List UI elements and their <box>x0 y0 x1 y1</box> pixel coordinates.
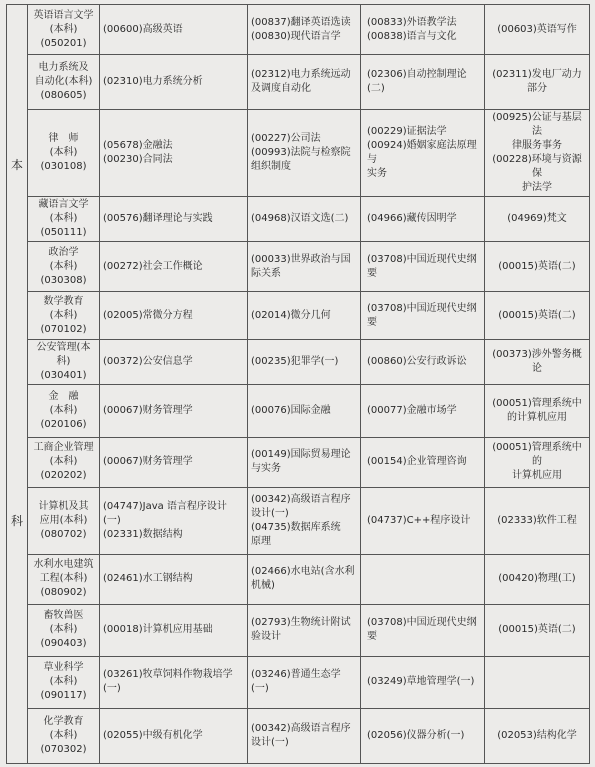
course-cell: (03246)普通生态学 (一) <box>248 656 361 708</box>
major-cell: 草业科学 (本科) (090117) <box>28 656 100 708</box>
course-table <box>6 4 590 764</box>
course-cell: (00229)证据法学 (00924)婚姻家庭法原理与 实务 <box>361 110 485 197</box>
table-row <box>7 487 590 554</box>
course-cell: (00051)管理系统中 的计算机应用 <box>485 385 590 437</box>
table-row <box>7 437 590 487</box>
side-label-top: 本 <box>10 158 23 172</box>
course-cell: (02306)自动控制理论(二) <box>361 55 485 110</box>
course-cell: (00015)英语(二) <box>485 604 590 656</box>
course-cell: (02014)微分几何 <box>248 292 361 340</box>
table-row <box>7 340 590 385</box>
major-cell: 政治学 (本科) (030308) <box>28 242 100 292</box>
course-cell: (00076)国际金融 <box>248 385 361 437</box>
course-cell: (04969)梵文 <box>485 197 590 242</box>
major-cell: 数学教育 (本科) (070102) <box>28 292 100 340</box>
table-row <box>7 554 590 604</box>
major-cell: 英语语言文学 (本科) (050201) <box>28 5 100 55</box>
table-row <box>7 242 590 292</box>
course-cell: (02310)电力系统分析 <box>100 55 248 110</box>
course-cell: (00342)高级语言程序 设计(一) <box>248 708 361 763</box>
major-cell: 水利水电建筑 工程(本科) (080902) <box>28 554 100 604</box>
course-cell: (02333)软件工程 <box>485 487 590 554</box>
course-cell: (04737)C++程序设计 <box>361 487 485 554</box>
course-cell: (00077)金融市场学 <box>361 385 485 437</box>
course-cell: (03708)中国近现代史纲要 <box>361 292 485 340</box>
course-cell: (00067)财务管理学 <box>100 385 248 437</box>
course-cell: (00149)国际贸易理论 与实务 <box>248 437 361 487</box>
course-cell: (00051)管理系统中的 计算机应用 <box>485 437 590 487</box>
course-cell: (02793)生物统计附试 验设计 <box>248 604 361 656</box>
table-row <box>7 656 590 708</box>
table-row <box>7 604 590 656</box>
course-cell: (00600)高级英语 <box>100 5 248 55</box>
course-cell: (00227)公司法 (00993)法院与检察院 组织制度 <box>248 110 361 197</box>
level-side-label <box>7 5 28 764</box>
course-cell: (04966)藏传因明学 <box>361 197 485 242</box>
table-row <box>7 110 590 197</box>
course-cell: (02005)常微分方程 <box>100 292 248 340</box>
course-cell: (00018)计算机应用基础 <box>100 604 248 656</box>
course-cell: (02311)发电厂动力 部分 <box>485 55 590 110</box>
course-cell: (03708)中国近现代史纲要 <box>361 242 485 292</box>
course-cell: (05678)金融法 (00230)合同法 <box>100 110 248 197</box>
course-cell: (00373)涉外警务概论 <box>485 340 590 385</box>
major-cell: 计算机及其 应用(本科) (080702) <box>28 487 100 554</box>
course-cell: (00576)翻译理论与实践 <box>100 197 248 242</box>
table-row <box>7 292 590 340</box>
course-cell: (00154)企业管理咨询 <box>361 437 485 487</box>
course-cell: (03249)草地管理学(一) <box>361 656 485 708</box>
course-cell: (00033)世界政治与国 际关系 <box>248 242 361 292</box>
course-cell <box>361 554 485 604</box>
course-cell <box>485 656 590 708</box>
course-cell: (02053)结构化学 <box>485 708 590 763</box>
course-cell: (02056)仪器分析(一) <box>361 708 485 763</box>
major-cell: 畜牧兽医 (本科) (090403) <box>28 604 100 656</box>
course-cell: (03708)中国近现代史纲要 <box>361 604 485 656</box>
course-cell: (03261)牧草饲料作物栽培学 (一) <box>100 656 248 708</box>
course-cell: (00860)公安行政诉讼 <box>361 340 485 385</box>
course-cell: (02055)中级有机化学 <box>100 708 248 763</box>
course-cell: (04968)汉语文选(二) <box>248 197 361 242</box>
table-row <box>7 385 590 437</box>
major-cell: 电力系统及 自动化(本科) (080605) <box>28 55 100 110</box>
course-cell: (00833)外语教学法 (00838)语言与文化 <box>361 5 485 55</box>
course-cell: (02312)电力系统远动 及调度自动化 <box>248 55 361 110</box>
course-cell: (00342)高级语言程序 设计(一) (04735)数据库系统 原理 <box>248 487 361 554</box>
course-cell: (04747)Java 语言程序设计(一) (02331)数据结构 <box>100 487 248 554</box>
course-cell: (02466)水电站(含水利 机械) <box>248 554 361 604</box>
course-cell: (00925)公证与基层法 律服务事务 (00228)环境与资源保 护法学 <box>485 110 590 197</box>
course-cell: (00067)财务管理学 <box>100 437 248 487</box>
course-cell: (00015)英语(二) <box>485 242 590 292</box>
table-row <box>7 197 590 242</box>
table-row <box>7 5 590 55</box>
course-cell: (00372)公安信息学 <box>100 340 248 385</box>
course-cell: (02461)水工钢结构 <box>100 554 248 604</box>
major-cell: 律 师 (本科) (030108) <box>28 110 100 197</box>
course-cell: (00015)英语(二) <box>485 292 590 340</box>
major-cell: 化学教育 (本科) (070302) <box>28 708 100 763</box>
course-cell: (00603)英语写作 <box>485 5 590 55</box>
major-cell: 藏语言文学 (本科) (050111) <box>28 197 100 242</box>
major-cell: 公安管理(本科) (030401) <box>28 340 100 385</box>
course-cell: (00235)犯罪学(一) <box>248 340 361 385</box>
course-cell: (00837)翻译英语选读 (00830)现代语言学 <box>248 5 361 55</box>
major-cell: 金 融 (本科) (020106) <box>28 385 100 437</box>
course-cell: (00420)物理(工) <box>485 554 590 604</box>
table-row <box>7 55 590 110</box>
course-table-body <box>7 5 590 764</box>
side-label-bottom: 科 <box>10 514 23 528</box>
table-row <box>7 708 590 763</box>
course-cell: (00272)社会工作概论 <box>100 242 248 292</box>
major-cell: 工商企业管理 (本科) (020202) <box>28 437 100 487</box>
